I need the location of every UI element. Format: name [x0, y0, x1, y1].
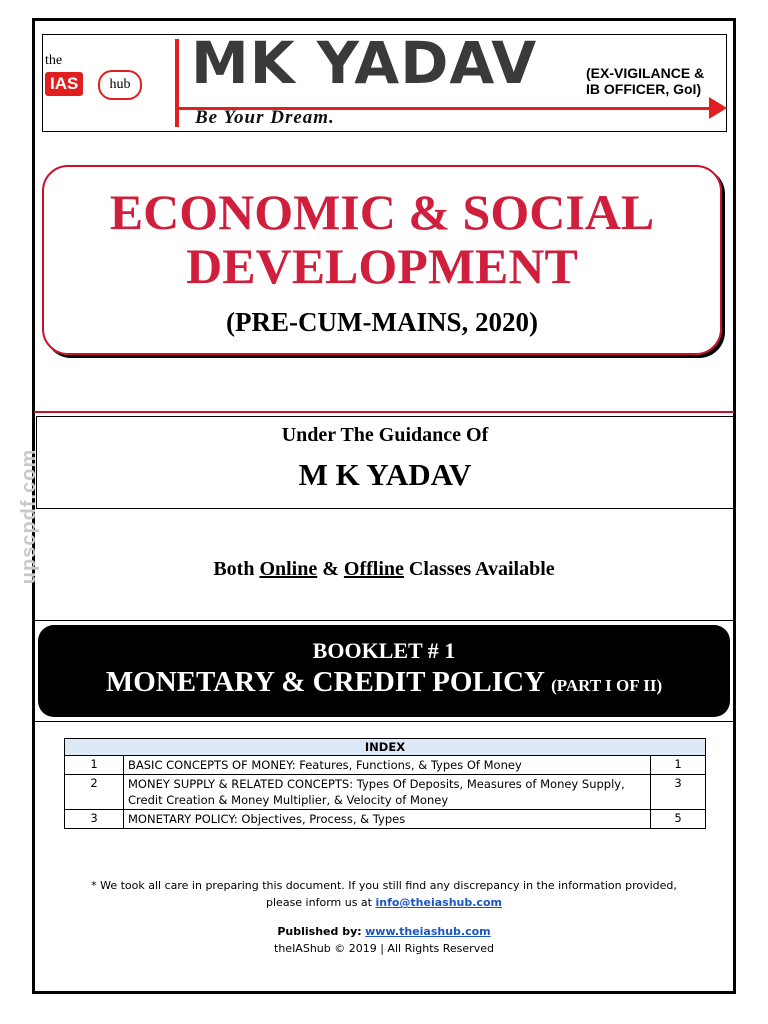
booklet-title: [38, 666, 730, 699]
title-line-1: ECONOMIC & SOCIAL: [109, 184, 655, 240]
document-title: [44, 185, 720, 293]
logo-hub-text: hub: [98, 70, 142, 100]
index-num: 3: [65, 810, 124, 829]
classes-availability: [34, 558, 734, 581]
index-num: 2: [65, 775, 124, 810]
published-label: Published by:: [277, 925, 362, 938]
index-header: INDEX: [65, 739, 706, 756]
email-link[interactable]: info@theiashub.com: [375, 896, 502, 909]
title-box: [42, 165, 722, 355]
brand-title: MK YADAV: [191, 29, 538, 97]
index-page: 5: [651, 810, 706, 829]
index-page: 3: [651, 775, 706, 810]
index-page: 1: [651, 756, 706, 775]
arrow-head-icon: [709, 97, 727, 119]
ias-hub-logo: [45, 53, 175, 113]
classes-amp: &: [322, 558, 339, 580]
table-row: [65, 756, 706, 775]
booklet-title-text: MONETARY & CREDIT POLICY: [105, 666, 544, 698]
index-table: [64, 738, 706, 829]
disclaimer-line-1: * We took all care in preparing this document. If you still find any discrepancy in the information provided,: [91, 879, 677, 892]
disclaimer-note: [34, 877, 734, 911]
index-num: 1: [65, 756, 124, 775]
brand-subtitle: (EX-VIGILANCE & IB OFFICER, GoI): [586, 65, 705, 97]
table-row: [65, 775, 706, 810]
title-subtitle: (PRE-CUM-MAINS, 2020): [226, 307, 538, 337]
tagline: Be Your Dream.: [195, 107, 335, 128]
index-topic: MONEY SUPPLY & RELATED CONCEPTS: Types Of Deposits, Measures of Money Supply, Credit Creation & Money Multiplier, & Velocity of Money: [124, 775, 651, 810]
publisher-info: [34, 923, 734, 957]
disclaimer-line-2: [34, 894, 734, 911]
logo-ias-text: IAS: [45, 72, 83, 96]
classes-offline: Offline: [343, 558, 404, 580]
table-row: [65, 810, 706, 829]
disclaimer-prefix: please inform us at: [266, 896, 372, 909]
booklet-part: (PART I OF II): [551, 676, 663, 695]
booklet-banner: [38, 625, 730, 717]
guidance-box: [36, 416, 734, 509]
logo-the-text: the: [45, 53, 63, 68]
classes-prefix: Both: [213, 558, 255, 580]
separator-line: [34, 411, 734, 413]
index-topic: BASIC CONCEPTS OF MONEY: Features, Functions, & Types Of Money: [124, 756, 651, 775]
watermark: upscpdf.com: [18, 448, 41, 585]
website-link[interactable]: www.theiashub.com: [365, 925, 491, 938]
published-line: [34, 923, 734, 940]
header-banner: [42, 29, 727, 132]
guidance-name: M K YADAV: [298, 457, 472, 492]
booklet-number: BOOKLET # 1: [312, 638, 456, 663]
logo-divider: [175, 39, 179, 127]
index-topic: MONETARY POLICY: Objectives, Process, & Types: [124, 810, 651, 829]
index-header-row: [65, 739, 706, 756]
guidance-label: Under The Guidance Of: [281, 424, 489, 446]
title-line-2: DEVELOPMENT: [186, 238, 578, 294]
classes-online: Online: [259, 558, 318, 580]
classes-suffix: Classes Available: [408, 558, 555, 580]
copyright-text: theIAShub © 2019 | All Rights Reserved: [274, 942, 494, 955]
